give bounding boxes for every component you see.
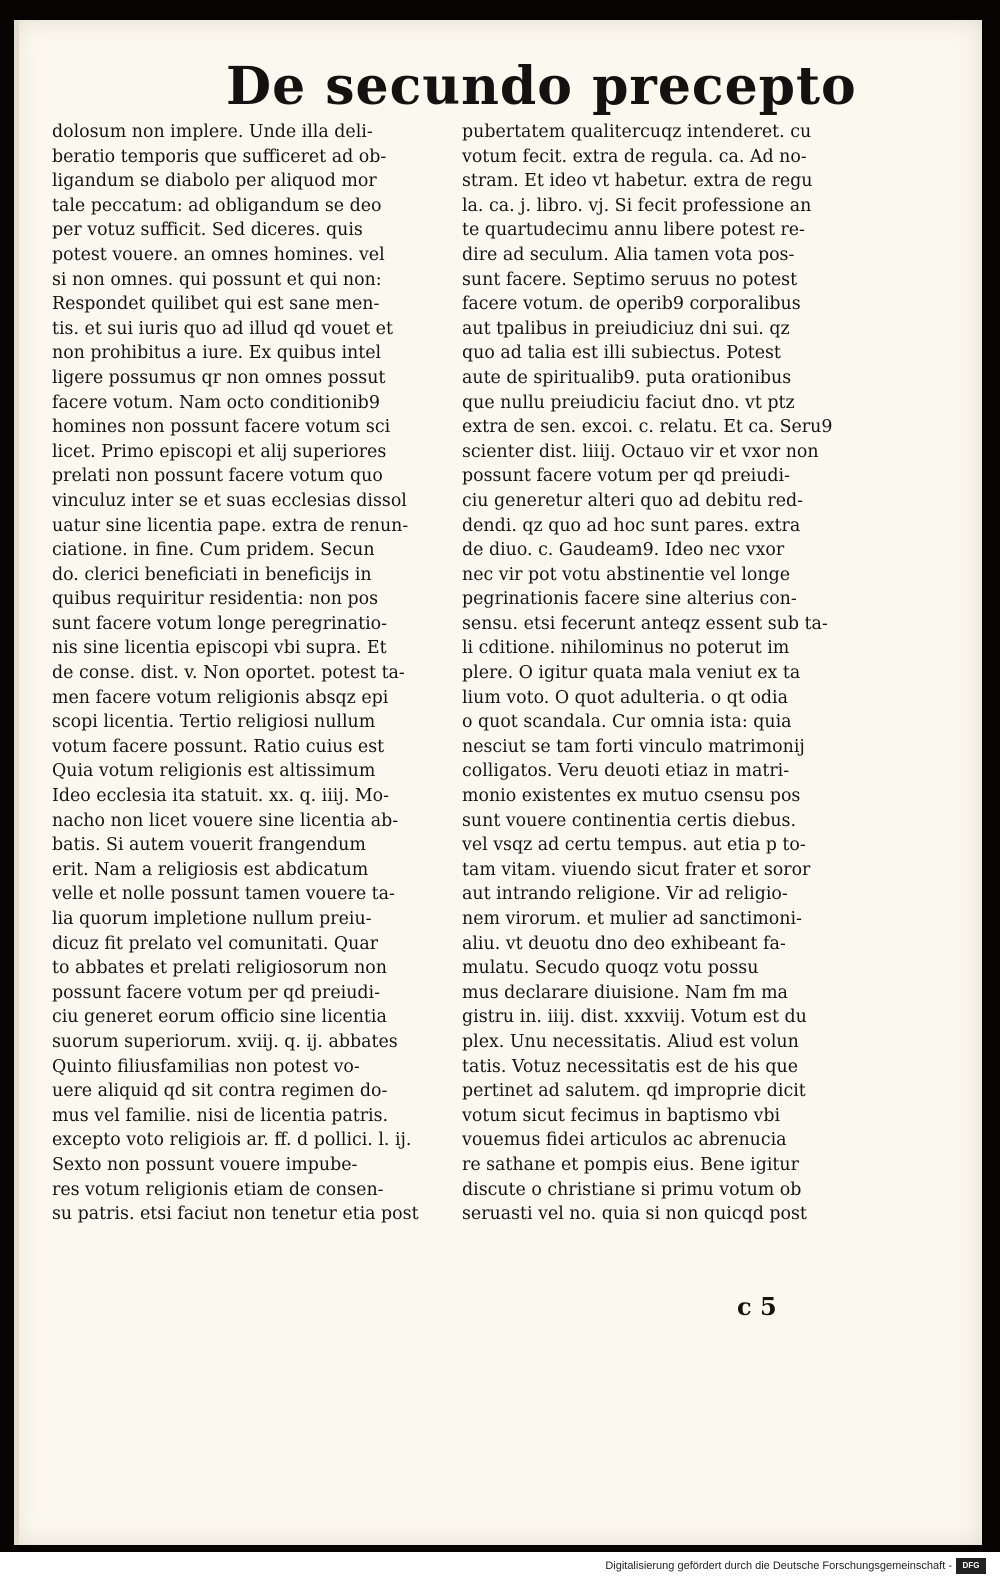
text-line: velle et nolle possunt tamen vouere ta-	[52, 884, 395, 905]
text-line: licet. Primo episcopi et alij superiores	[52, 441, 387, 462]
text-line: gistru in. iiij. dist. xxxviij. Votum est du	[462, 1007, 807, 1028]
text-line: nacho non licet vouere sine licentia ab-	[52, 810, 399, 831]
right-text-column	[462, 120, 844, 1227]
text-line: tam vitam. viuendo sicut frater et soror	[462, 859, 811, 880]
text-line: facere votum. de operib9 corporalibus	[462, 294, 801, 315]
text-line: scopi licentia. Tertio religiosi nullum	[52, 712, 376, 733]
text-line: li cditione. nihilominus no poterut im	[462, 638, 790, 659]
text-line: aut intrando religione. Vir ad religio-	[462, 884, 788, 905]
text-line: mus declarare diuisione. Nam fm ma	[462, 982, 788, 1003]
text-line: possunt facere votum per qd preiudi-	[462, 466, 790, 487]
text-line: excepto voto religiois ar. ff. d pollici. l. ij.	[52, 1130, 412, 1151]
text-line: aute de spiritualib9. puta orationibus	[462, 367, 792, 388]
text-line: vel vsqz ad certu tempus. aut etia p to-	[462, 835, 806, 856]
page-heading: De secundo precepto	[226, 56, 857, 117]
text-line: beratio temporis que sufficeret ad ob-	[52, 146, 387, 167]
text-line: votum sicut fecimus in baptismo vbi	[462, 1105, 781, 1126]
text-line: dendi. qz quo ad hoc sunt pares. extra	[462, 515, 801, 536]
footer-bar	[0, 1552, 1000, 1582]
text-line: aliu. vt deuotu dno deo exhibeant fa-	[462, 933, 786, 954]
text-line: quibus requiritur residentia: non pos	[52, 589, 379, 610]
text-line: plere. O igitur quata mala veniut ex ta	[462, 663, 801, 684]
text-line: que nullu preiudiciu faciut dno. vt ptz	[462, 392, 795, 413]
text-line: de conse. dist. v. Non oportet. potest ta-	[52, 663, 405, 684]
text-line: pegrinationis facere sine alterius con-	[462, 589, 797, 610]
text-line: su patris. etsi faciut non tenetur etia post	[52, 1204, 419, 1225]
text-line: nis sine licentia episcopi vbi supra. Et	[52, 638, 387, 659]
text-line: possunt facere votum per qd preiudi-	[52, 982, 380, 1003]
text-line: per votuz sufficit. Sed diceres. quis	[52, 220, 363, 241]
text-line: extra de sen. excoi. c. relatu. Et ca. Seru9	[462, 417, 833, 438]
text-line: uere aliquid qd sit contra regimen do-	[52, 1081, 388, 1102]
book-page	[14, 20, 982, 1545]
text-line: si non omnes. qui possunt et qui non:	[52, 269, 382, 290]
text-line: Quia votum religionis est altissimum	[52, 761, 376, 782]
text-line: votum fecit. extra de regula. ca. Ad no-	[462, 146, 807, 167]
text-line: uatur sine licentia pape. extra de renun-	[52, 515, 409, 536]
text-line: tale peccatum: ad obligandum se deo	[52, 195, 382, 216]
text-line: homines non possunt facere votum sci	[52, 417, 391, 438]
text-line: dicuz fit prelato vel comunitati. Quar	[52, 933, 379, 954]
text-line: nem virorum. et mulier ad sanctimoni-	[462, 909, 802, 929]
text-line: scienter dist. liiij. Octauo vir et vxor non	[462, 441, 819, 462]
text-line: to abbates et prelati religiosorum non	[52, 958, 387, 979]
text-line: o quot scandala. Cur omnia ista: quia	[462, 712, 792, 733]
dfg-logo-icon: DFG	[956, 1558, 986, 1574]
text-line: lium voto. O quot adulteria. o qt odia	[462, 687, 788, 708]
page-gutter-edge	[14, 20, 19, 1545]
text-line: discute o christiane si primu votum ob	[462, 1179, 802, 1200]
text-line: tis. et sui iuris quo ad illud qd vouet et	[52, 318, 393, 339]
text-line: seruasti vel no. quia si non quicqd post	[462, 1204, 807, 1225]
text-line: ciu generet eorum officio sine licentia	[52, 1007, 387, 1028]
text-line: sunt vouere continentia certis diebus.	[462, 810, 796, 831]
text-line: batis. Si autem vouerit frangendum	[52, 835, 366, 856]
text-line: suorum superiorum. xviij. q. ij. abbates	[52, 1031, 398, 1052]
text-line: nesciut se tam forti vinculo matrimonij	[462, 736, 805, 757]
text-line: do. clerici beneficiati in beneficijs in	[52, 564, 372, 585]
text-line: sunt facere. Septimo seruus no potest	[462, 269, 798, 290]
text-line: res votum religionis etiam de consen-	[52, 1179, 384, 1200]
text-line: erit. Nam a religiosis est abdicatum	[52, 859, 369, 880]
text-line: potest vouere. an omnes homines. vel	[52, 244, 385, 265]
text-line: non prohibitus a iure. Ex quibus intel	[52, 343, 382, 364]
left-text-column	[52, 120, 462, 1227]
text-line: men facere votum religionis absqz epi	[52, 687, 389, 708]
text-line: ligere possumus qr non omnes possut	[52, 367, 386, 388]
text-line: facere votum. Nam octo conditionib9	[52, 392, 380, 413]
text-line: Respondet quilibet qui est sane men-	[52, 294, 380, 315]
text-line: dolosum non implere. Unde illa deli-	[52, 122, 373, 142]
text-line: dire ad seculum. Alia tamen vota pos-	[462, 244, 795, 265]
text-line: la. ca. j. libro. vj. Si fecit professione an	[462, 195, 812, 216]
text-line: ciu generetur alteri quo ad debitu red-	[462, 490, 804, 511]
text-line: re sathane et pompis eius. Bene igitur	[462, 1154, 799, 1175]
text-line: stram. Et ideo vt habetur. extra de regu	[462, 171, 813, 192]
text-line: prelati non possunt facere votum quo	[52, 466, 383, 487]
text-line: aut tpalibus in preiudiciuz dni sui. qz	[462, 318, 790, 339]
text-line: nec vir pot votu abstinentie vel longe	[462, 564, 791, 585]
text-line: votum facere possunt. Ratio cuius est	[52, 736, 385, 757]
text-line: Quinto filiusfamilias non potest vo-	[52, 1056, 360, 1077]
text-line: colligatos. Veru deuoti etiaz in matri-	[462, 761, 790, 782]
signature-mark: c 5	[737, 1292, 777, 1321]
text-line: pertinet ad salutem. qd improprie dicit	[462, 1081, 806, 1102]
text-line: tatis. Votuz necessitatis est de his que	[462, 1056, 799, 1077]
text-line: monio existentes ex mutuo csensu pos	[462, 786, 801, 807]
text-line: mus vel familie. nisi de licentia patris.	[52, 1105, 389, 1126]
footer-credit: Digitalisierung gefördert durch die Deutsche Forschungsgemeinschaft -	[605, 1560, 952, 1572]
text-line: de diuo. c. Gaudeam9. Ideo nec vxor	[462, 540, 785, 561]
text-line: vouemus fidei articulos ac abrenucia	[462, 1130, 787, 1151]
text-line: sunt facere votum longe peregrinatio-	[52, 613, 387, 634]
text-line: mulatu. Secudo quoqz votu possu	[462, 958, 759, 979]
text-line: lia quorum impletione nullum preiu-	[52, 909, 372, 929]
text-line: vinculuz inter se et suas ecclesias dissol	[52, 490, 407, 511]
text-line: ligandum se diabolo per aliquod mor	[52, 171, 377, 192]
text-line: Ideo ecclesia ita statuit. xx. q. iiij. Mo-	[52, 786, 389, 807]
text-line: te quartudecimu annu libere potest re-	[462, 220, 805, 241]
text-line: ciatione. in fine. Cum pridem. Secun	[52, 540, 375, 561]
text-line: quo ad talia est illi subiectus. Potest	[462, 343, 781, 364]
text-line: pubertatem qualitercuqz intenderet. cu	[462, 122, 812, 142]
text-line: plex. Unu necessitatis. Aliud est volun	[462, 1031, 799, 1052]
text-line: sensu. etsi fecerunt anteqz essent sub ta-	[462, 613, 828, 634]
text-line: Sexto non possunt vouere impube-	[52, 1154, 358, 1175]
